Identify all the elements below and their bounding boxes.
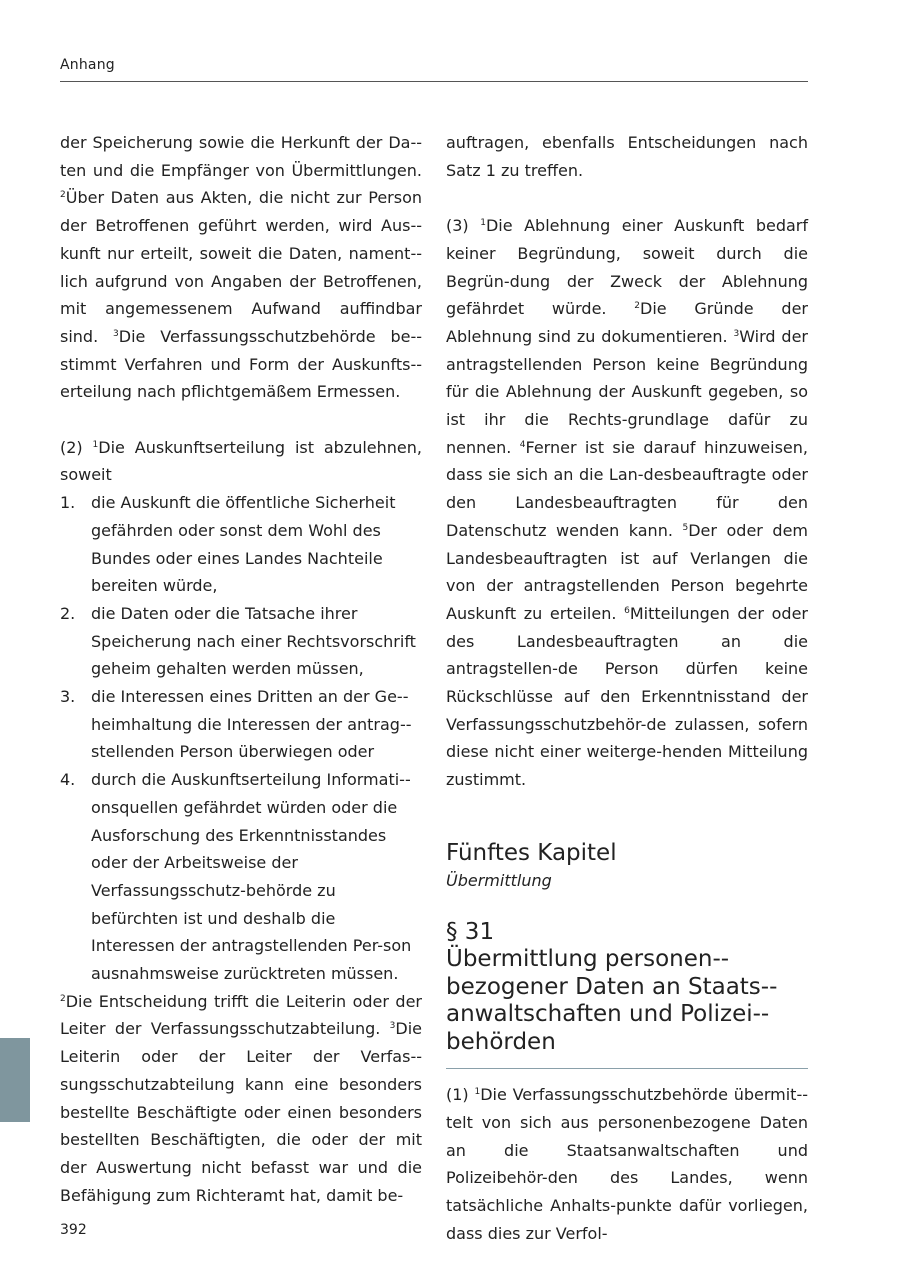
list-item: 3. die Interessen eines Dritten an der Ge-heimhaltung die Interessen der antrag-stellenden Person überwiegen oder <box>60 687 412 762</box>
sentence-number: 3 <box>733 328 740 339</box>
list-item: 2. die Daten oder die Tatsache ihrer Speicherung nach einer Rechtsvorschrift geheim gehalten werden müssen, <box>60 603 416 679</box>
right-column <box>446 129 808 1248</box>
numbered-list <box>60 489 422 988</box>
sentence-number: 2 <box>634 301 641 312</box>
sentence-number: 2 <box>60 993 66 1004</box>
chapter-marker-tab <box>0 1038 30 1122</box>
sentence-number: 1 <box>92 439 99 450</box>
sentence-number: 3 <box>113 328 119 339</box>
chapter-heading <box>446 838 808 894</box>
paragraph-1: (1) $^1$Die Verfassungsschutzbehörde übermit-telt von sich aus personenbezogene Daten an die Staatsanwaltschaften und Polizeibehör-den des Landes, wenn tatsächliche Anhalts-punkte dafür vorliegen, dass dies zur Verfol- <box>446 1085 808 1243</box>
paragraph-intro: der Speicherung sowie die Herkunft der Da-ten und die Empfänger von Übermittlungen. $^2$Über Daten aus Akten, die nicht zur Person der Betroffenen geführt werden, wird Aus-kunft nur erteilt, soweit die Daten, nament-lich aufgrund von Angaben der Betroffenen, mit angemessenem Aufwand auffindbar sind. $^3$Die Verfassungsschutzbehörde be-stimmt Verfahren und Form der Auskunfts-erteilung nach pflichtgemäßem Ermessen. <box>60 133 423 402</box>
sentence-number: 3 <box>389 1021 396 1032</box>
chapter-subtitle: Übermittlung <box>446 870 552 890</box>
list-item: 4. durch die Auskunftserteilung Informati-onsquellen gefährdet würden oder die Ausforschung des Erkenntnisstandes oder der Arbeitsweise der Verfassungsschutz-behörde zu befürchten ist und deshalb die Interessen der antragstellenden Per-son ausnahmsweise zurücktreten müssen. <box>60 770 412 984</box>
page-number: 392 <box>60 1222 87 1238</box>
left-column <box>60 129 422 1209</box>
paragraph-2: (2) $^1$Die Auskunftserteilung ist abzulehnen, soweit <box>60 437 423 485</box>
paragraph-continuation: auftragen, ebenfalls Entscheidungen nach Satz 1 zu treffen. <box>446 133 808 180</box>
paragraph-3: (3) $^1$Die Ablehnung einer Auskunft bedarf keiner Begründung, soweit durch die Begrün-dung der Zweck der Ablehnung gefährdet würde. $^2$Die Gründe der Ablehnung sind zu dokumentieren. $^3$Wird der antragstellenden Person keine Begründung für die Ablehnung der Auskunft gegeben, so ist ihr die Rechts-grundlage dafür zu nennen. $^4$Ferner ist sie darauf hinzuweisen, dass sie sich an die Lan-desbeauftragte oder den Landesbeauftragten für den Datenschutz wenden kann. $^5$Der oder dem Landesbeauftragten ist auf Verlangen die von der antragstellenden Person begehrte Auskunft zu erteilen. $^6$Mitteilungen der oder des Landesbeauftragten an die antragstellen-de Person dürfen keine Rückschlüsse auf den Erkenntnisstand der Verfassungsschutzbehör-de zulassen, sofern diese nicht einer weiterge-henden Mitteilung zustimmt. <box>446 216 809 790</box>
paragraph-2-continued: $^2$Die Entscheidung trifft die Leiterin oder der Leiter der Verfassungsschutzabteilung. $^3$Die Leiterin oder der Leiter der Verfas-sungsschutzabteilung kann eine besonders bestellte Beschäftigte oder einen besonders bestellten Beschäftigten, die oder der mit der Auswertung nicht befasst war und die Befähigung zum Richteramt hat, damit be- <box>60 991 422 1205</box>
sentence-number: 1 <box>474 1087 481 1098</box>
sentence-number: 4 <box>519 439 526 450</box>
sentence-number: 2 <box>60 190 66 201</box>
running-header <box>60 57 808 82</box>
sentence-number: 5 <box>682 522 689 533</box>
section-heading <box>446 919 808 1057</box>
section-number: § 31 <box>446 918 495 945</box>
section-title: Übermittlung personen-bezogener Daten an Staats-anwaltschaften und Polizei-behörden <box>446 946 778 1055</box>
sentence-number: 6 <box>624 605 630 616</box>
list-item: 1. die Auskunft die öffentliche Sicherheit gefährden oder sonst dem Wohl des Bundes oder eines Landes Nachteile bereiten würde, <box>60 493 396 596</box>
chapter-title: Fünftes Kapitel <box>446 839 617 866</box>
section-divider <box>446 1068 808 1069</box>
sentence-number: 1 <box>480 218 486 229</box>
header-title: Anhang <box>60 57 115 73</box>
